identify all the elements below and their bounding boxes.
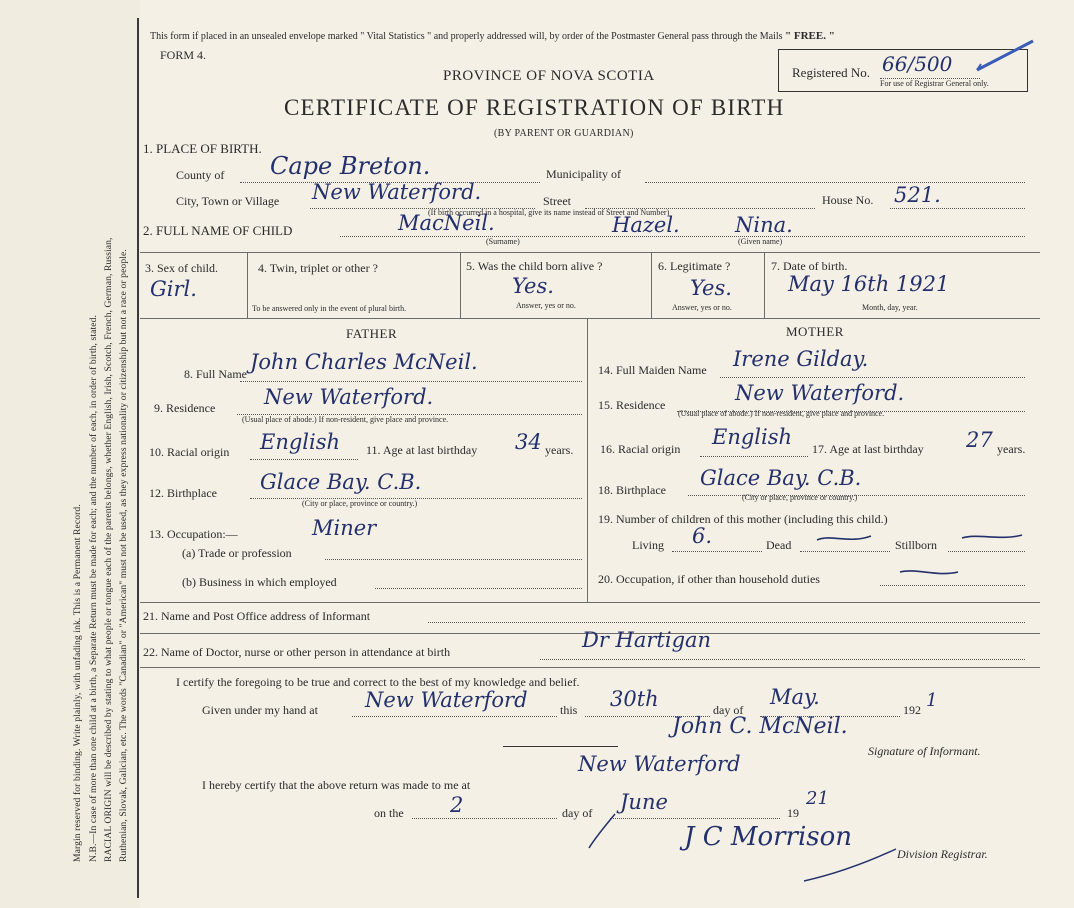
- mother-bp-label: 18. Birthplace: [598, 483, 666, 497]
- legit-value: Yes.: [690, 276, 732, 300]
- side-note-3: RACIAL ORIGIN will be described by stating to what people or tongue each of the parents belongs, whether English, Irish, Scotch, French, German, Russian,: [103, 237, 114, 862]
- parents-divider: [587, 318, 588, 602]
- given-month-value: May.: [770, 685, 820, 709]
- house-line: [890, 208, 1025, 209]
- street-label: Street: [543, 194, 571, 208]
- mother-res-note: (Usual place of abode.) If non-resident, give place and province.: [678, 409, 885, 418]
- legit-label: 6. Legitimate ?: [658, 259, 731, 273]
- occupation-dash-mark: [898, 566, 962, 580]
- free-label: " FREE. ": [785, 30, 835, 42]
- day-of-label: day of: [713, 703, 744, 717]
- divider-3: [247, 252, 248, 318]
- q21-line: [428, 622, 1025, 623]
- divider-5: [651, 252, 652, 318]
- informant-signature: John C. McNeil.: [672, 714, 848, 739]
- this-label: this: [560, 703, 578, 717]
- date-note: Month, day, year.: [862, 303, 918, 312]
- mother-res-label: 15. Residence: [598, 398, 666, 412]
- given-name-note: (Given name): [738, 237, 783, 246]
- mother-years: years.: [997, 442, 1026, 456]
- certificate-subtitle: (BY PARENT OR GUARDIAN): [494, 128, 634, 139]
- mother-bp-note: (City or place, province or country.): [742, 493, 858, 502]
- certificate-title: CERTIFICATE OF REGISTRATION OF BIRTH: [284, 95, 785, 120]
- father-age-value: 34: [515, 430, 542, 454]
- stillborn-label: Stillborn: [895, 538, 938, 552]
- alive-value: Yes.: [512, 274, 554, 298]
- city-value: New Waterford.: [312, 180, 482, 204]
- q22-label: 22. Name of Doctor, nurse or other person in attendance at birth: [143, 645, 451, 659]
- given-year-prefix: 192: [903, 703, 921, 717]
- side-note-2: N.B.—In case of more than one child at a birth, a Separate Return must be made for each; and the number of each, in order of birth, stated.: [88, 315, 99, 862]
- living-label: Living: [632, 538, 664, 552]
- children-label: 19. Number of children of this mother (including this child.): [598, 512, 888, 526]
- given-day-value: 30th: [610, 687, 659, 711]
- father-bp-value: Glace Bay. C.B.: [260, 470, 422, 494]
- registered-note: For use of Registrar General only.: [880, 79, 989, 88]
- province-title: PROVINCE OF NOVA SCOTIA: [443, 68, 655, 84]
- doctor-value: Dr Hartigan: [582, 628, 712, 652]
- father-race-line: [250, 459, 358, 460]
- twin-label: 4. Twin, triplet or other ?: [258, 261, 378, 275]
- registrar-day: 2: [450, 793, 464, 817]
- father-age-label: 11. Age at last birthday: [366, 443, 478, 457]
- father-years: years.: [545, 443, 574, 457]
- business-label: (b) Business in which employed: [182, 575, 337, 589]
- rule-row3-top: [140, 252, 1040, 253]
- registrar-certify: I hereby certify that the above return was made to me at: [202, 778, 471, 792]
- postal-notice-text: This form if placed in an unsealed envelope marked " Vital Statistics " and properly addressed will, by order of the Postmaster General pass through the Mails: [150, 31, 783, 42]
- q21-label: 21. Name and Post Office address of Informant: [143, 609, 371, 623]
- given-year-suffix: 1: [926, 690, 938, 711]
- date-label: 7. Date of birth.: [771, 259, 848, 273]
- certify-text: I certify the foregoing to be true and correct to the best of my knowledge and belief.: [176, 675, 580, 689]
- mother-race-line: [700, 456, 808, 457]
- mother-heading: MOTHER: [786, 324, 844, 339]
- child-given-2: Nina.: [735, 213, 793, 237]
- postal-notice: [150, 30, 835, 42]
- side-note-1: Margin reserved for binding. Write plainly, with unfading ink. This is a Permanent Record.: [72, 504, 83, 862]
- mother-occ-line: [880, 585, 1025, 586]
- child-surname: MacNeil.: [398, 211, 495, 235]
- separator-line: [503, 746, 618, 747]
- county-label: County of: [176, 168, 225, 182]
- father-res-label: 9. Residence: [154, 401, 216, 415]
- trade-line: [325, 559, 582, 560]
- rule-parents-bottom: [140, 602, 1040, 603]
- father-heading: FATHER: [346, 326, 398, 341]
- reg-month-line: [610, 818, 780, 819]
- father-res-note: (Usual place of abode.) If non-resident, give place and province.: [242, 415, 449, 424]
- given-place-value: New Waterford: [365, 688, 528, 712]
- reg-day-of-label: day of: [562, 806, 593, 820]
- father-occ-label: 13. Occupation:—: [149, 527, 238, 541]
- municipality-label: Municipality of: [546, 167, 621, 181]
- alive-note: Answer, yes or no.: [516, 301, 576, 310]
- on-the-label: on the: [374, 806, 404, 820]
- hospital-note: (If birth occurred in a hospital, give its name instead of Street and Number): [428, 208, 670, 217]
- father-name-value: John Charles McNeil.: [250, 350, 478, 374]
- father-name-label: 8. Full Name: [184, 367, 247, 381]
- city-label: City, Town or Village: [176, 194, 280, 208]
- dead-dash-mark: [815, 532, 875, 546]
- form-number: FORM 4.: [160, 48, 207, 62]
- mother-bp-value: Glace Bay. C.B.: [700, 466, 862, 490]
- living-value: 6.: [692, 524, 713, 548]
- twin-note: To be answered only in the event of plural birth.: [252, 304, 407, 313]
- father-res-value: New Waterford.: [264, 385, 434, 409]
- mother-res-value: New Waterford.: [735, 381, 905, 405]
- municipality-line: [645, 182, 1025, 183]
- divider-6: [764, 252, 765, 318]
- mother-age-label: 17. Age at last birthday: [812, 442, 924, 456]
- stillborn-dash-mark: [960, 530, 1026, 544]
- trade-label: (a) Trade or profession: [182, 546, 292, 560]
- dead-label: Dead: [766, 538, 792, 552]
- sex-value: Girl.: [150, 277, 197, 301]
- reg-day-line: [412, 818, 557, 819]
- living-line: [672, 551, 762, 552]
- mother-race-value: English: [712, 425, 793, 449]
- mother-name-label: 14. Full Maiden Name: [598, 363, 707, 377]
- child-name-label: 2. FULL NAME OF CHILD: [143, 223, 293, 238]
- rule-22: [140, 667, 1040, 668]
- registrar-month: June: [620, 790, 668, 814]
- legit-note: Answer, yes or no.: [672, 303, 732, 312]
- father-race-value: English: [260, 430, 341, 454]
- registrar-signature: J C Morrison: [684, 822, 853, 852]
- father-bp-label: 12. Birthplace: [149, 486, 217, 500]
- father-race-label: 10. Racial origin: [149, 445, 230, 459]
- signature-tail: [800, 845, 900, 885]
- father-name-line: [240, 381, 582, 382]
- informant-sig-label: Signature of Informant.: [868, 744, 981, 758]
- left-border: [137, 18, 139, 898]
- registered-label: Registered No.: [792, 65, 870, 80]
- reg-year-prefix: 19: [787, 806, 799, 820]
- registrar-sig-label: Division Registrar.: [897, 847, 988, 861]
- q22-line: [540, 659, 1025, 660]
- check-mark-icon: [975, 38, 1037, 74]
- mother-age-value: 27: [966, 428, 993, 452]
- date-value: May 16th 1921: [788, 272, 950, 296]
- father-bp-note: (City or place, province or country.): [302, 499, 418, 508]
- mother-race-label: 16. Racial origin: [600, 442, 681, 456]
- place-heading: 1. PLACE OF BIRTH.: [143, 141, 262, 156]
- mother-name-line: [720, 377, 1025, 378]
- child-given-1: Hazel.: [612, 213, 680, 237]
- registrar-place: New Waterford: [578, 752, 741, 776]
- reg-year-suffix: 21: [806, 788, 829, 809]
- given-place-line: [352, 716, 557, 717]
- dead-line: [800, 551, 890, 552]
- mother-occ-label: 20. Occupation, if other than household duties: [598, 572, 820, 586]
- side-note-4: Ruthenian, Slovak, Galician, etc. The words "Canadian" or "American" must not be used, as they express nationality or citizenship but not a race or people.: [118, 249, 129, 862]
- sex-label: 3. Sex of child.: [145, 261, 218, 275]
- house-value: 521.: [894, 183, 941, 207]
- signature-flourish: [585, 812, 625, 852]
- rule-row3-bottom: [140, 318, 1040, 319]
- house-label: House No.: [822, 193, 874, 207]
- mother-name-value: Irene Gilday.: [733, 347, 869, 371]
- child-name-line: [340, 236, 1025, 237]
- county-value: Cape Breton.: [270, 152, 431, 180]
- registered-number: 66/500: [882, 52, 953, 76]
- business-line: [375, 588, 582, 589]
- alive-label: 5. Was the child born alive ?: [466, 259, 603, 273]
- divider-4: [460, 252, 461, 318]
- surname-note: (Surname): [486, 237, 520, 246]
- given-label: Given under my hand at: [202, 703, 318, 717]
- stillborn-line: [948, 551, 1025, 552]
- father-occ-value: Miner: [312, 516, 377, 540]
